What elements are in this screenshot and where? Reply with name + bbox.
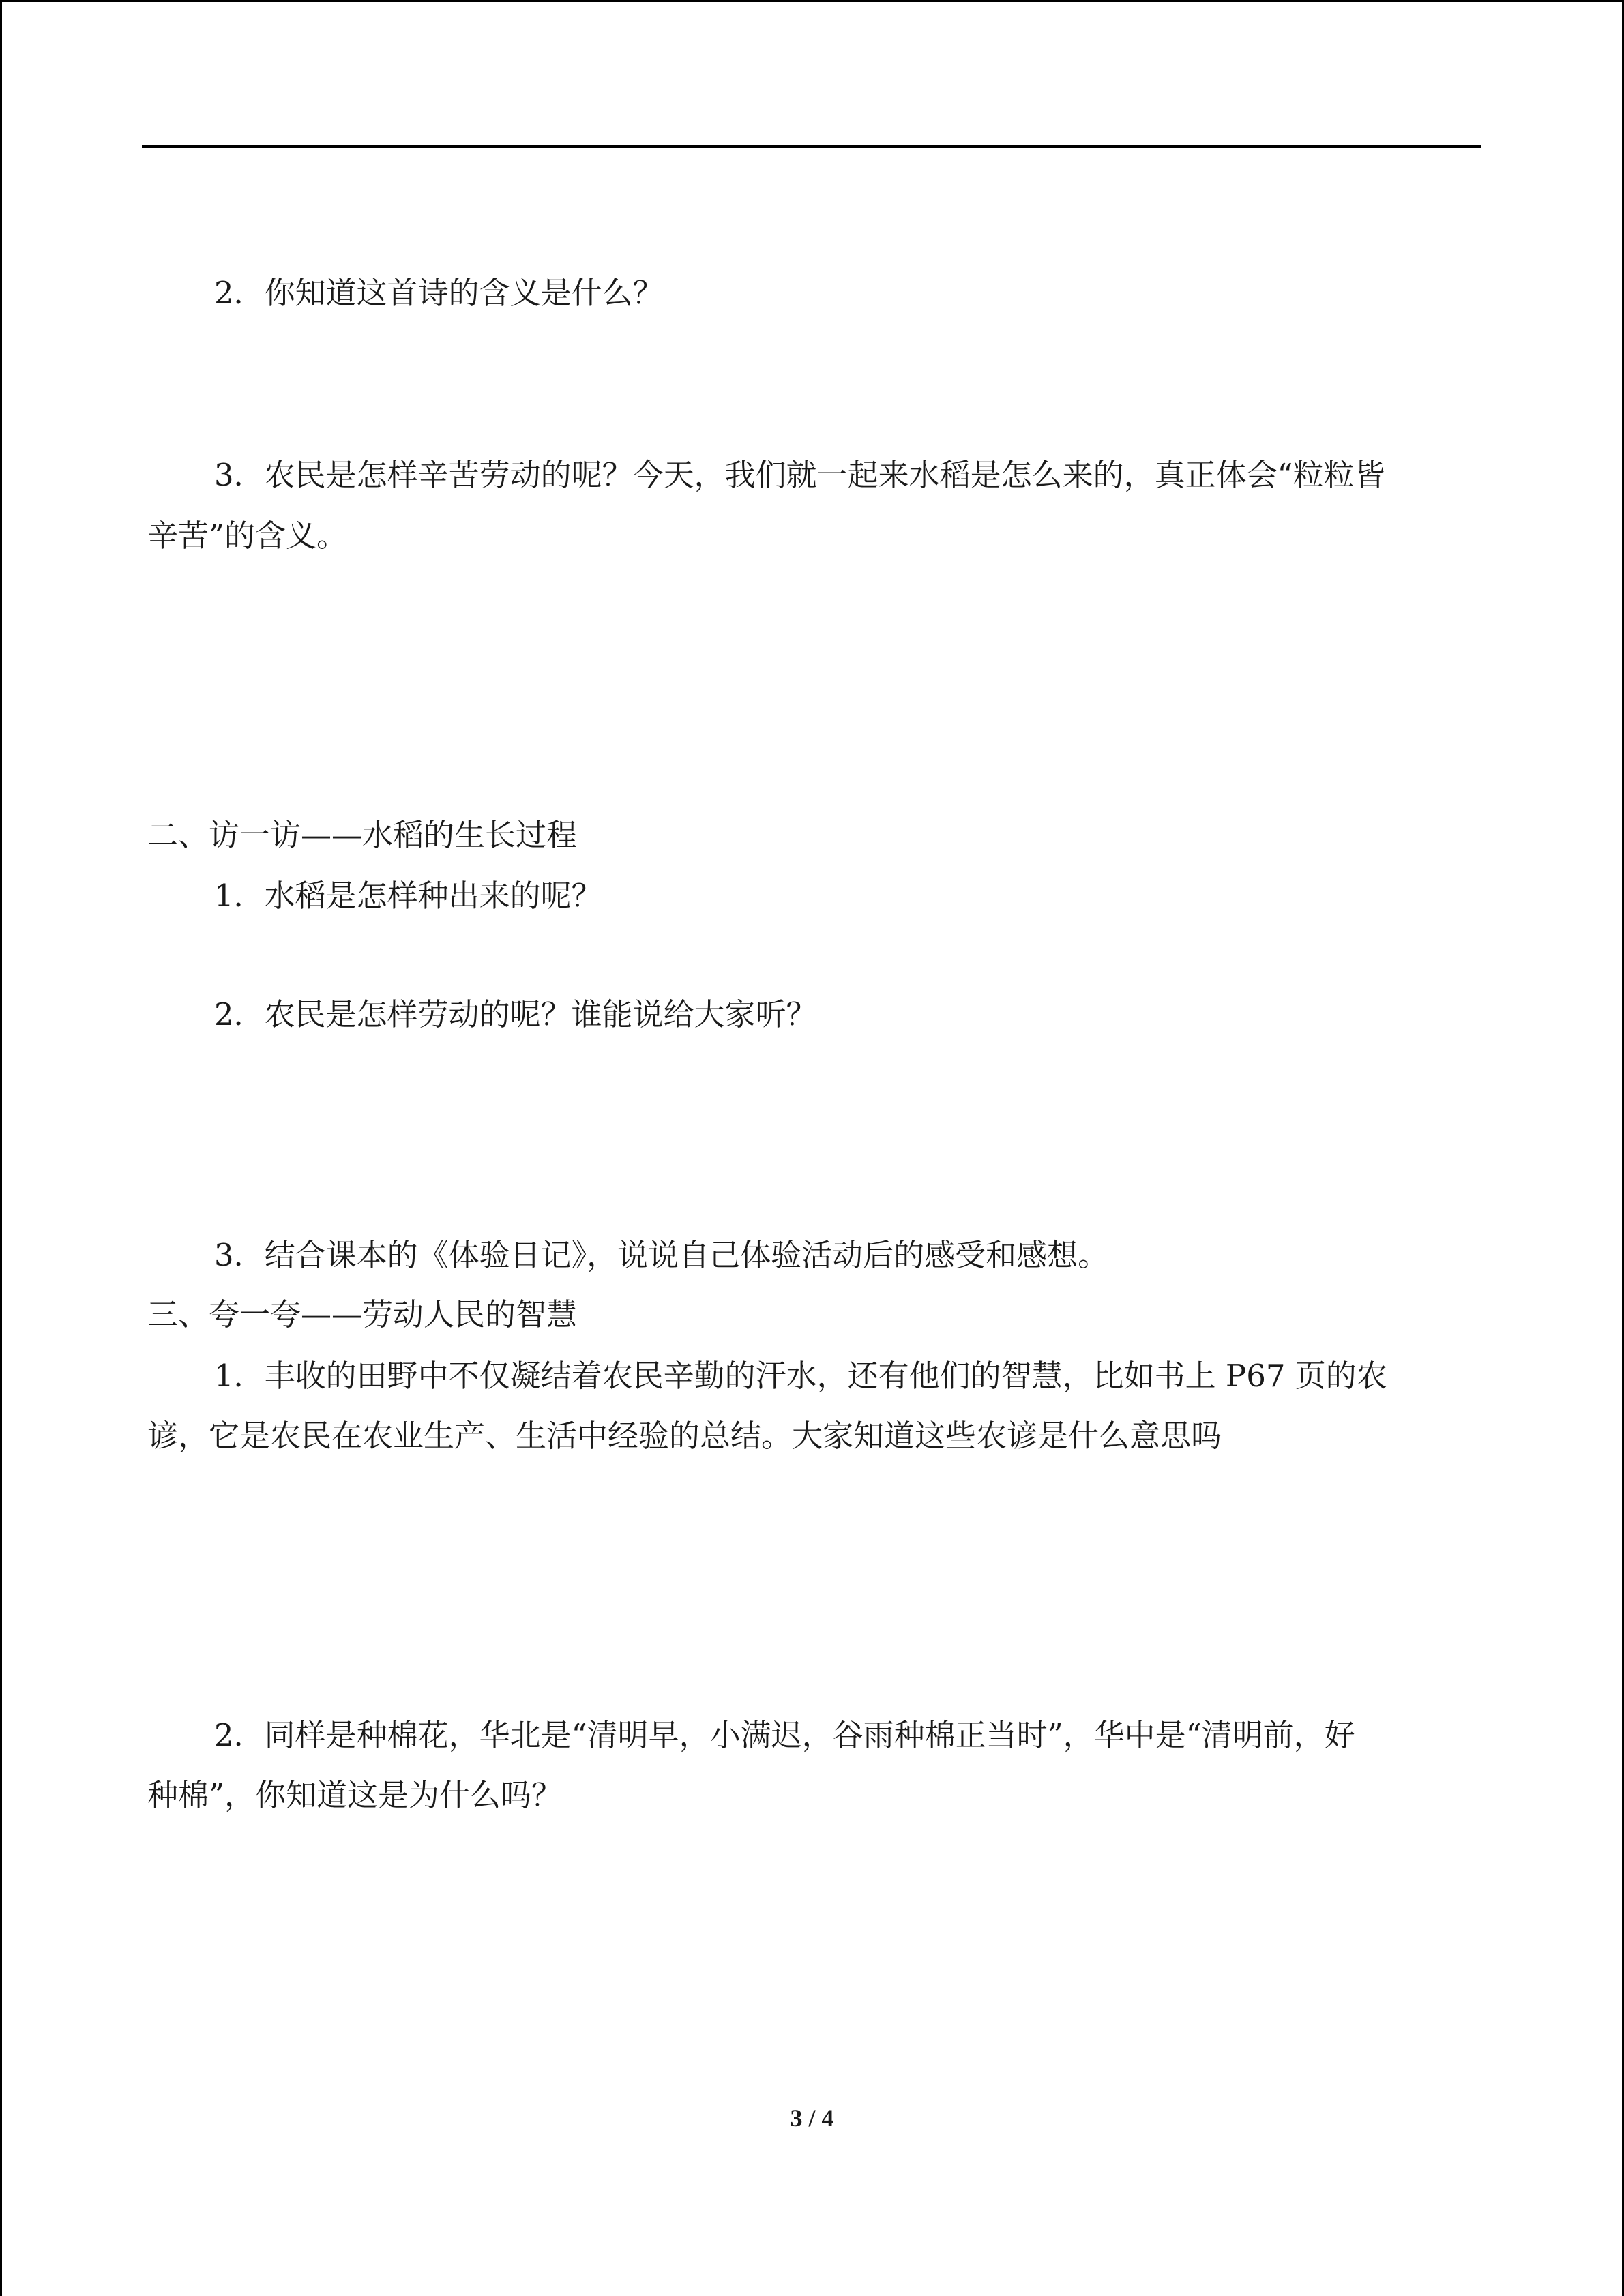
- section-3-question-1-line-1: 1．丰收的田野中不仅凝结着农民辛勤的汗水，还有他们的智慧，比如书上 P67 页的农: [214, 1358, 1387, 1394]
- question-2-poem-meaning: 2．你知道这首诗的含义是什么？: [214, 275, 664, 311]
- section-2-question-3: 3．结合课本的《体验日记》，说说自己体验活动后的感受和感想。: [214, 1237, 1109, 1273]
- section-2-question-2: 2．农民是怎样劳动的呢？谁能说给大家听？: [214, 996, 817, 1032]
- section-3-heading: 三、夸一夸——劳动人民的智慧: [147, 1296, 578, 1332]
- question-3-line-1: 3．农民是怎样辛苦劳动的呢？今天，我们就一起来水稻是怎么来的，真正体会“粒粒皆: [214, 457, 1385, 493]
- question-3-line-2: 辛苦”的含义。: [147, 518, 348, 554]
- header-rule: [142, 145, 1481, 148]
- section-3-question-2-line-2: 种棉”，你知道这是为什么吗？: [147, 1777, 563, 1813]
- page-number: 3 / 4: [790, 2104, 834, 2132]
- section-3-question-1-line-2: 谚，它是农民在农业生产、生活中经验的总结。大家知道这些农谚是什么意思吗: [147, 1418, 1222, 1454]
- section-3-question-2-line-1: 2．同样是种棉花，华北是“清明早，小满迟，谷雨种棉正当时”，华中是“清明前，好: [214, 1717, 1355, 1753]
- section-2-question-1: 1．水稻是怎样种出来的呢？: [214, 878, 602, 914]
- section-2-heading: 二、访一访——水稻的生长过程: [147, 817, 578, 853]
